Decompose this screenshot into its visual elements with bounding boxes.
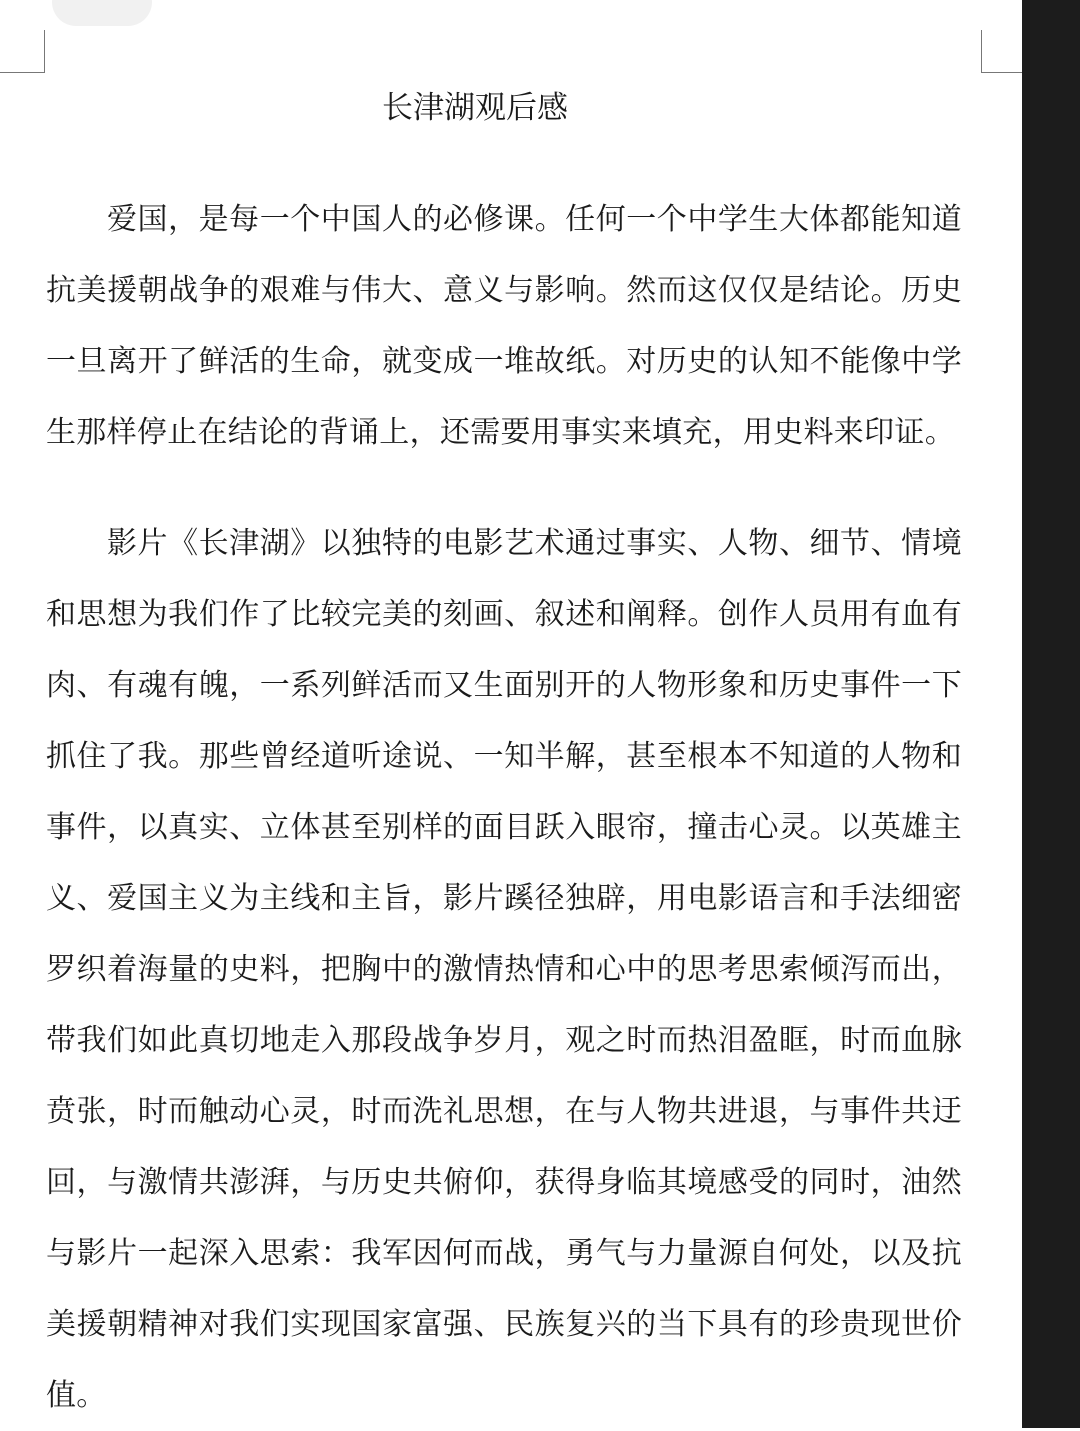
paragraph-2: 影片《长津湖》以独特的电影艺术通过事实、人物、细节、情境和思想为我们作了比较完美的刻画、叙述和阐释。创作人员用有血有肉、有魂有魄，一系列鲜活而又生面别开的人物形象和历史事件一下抓住了我。那些曾经道听途说、一知半解，甚至根本不知道的人物和事件，以真实、立体甚至别样的面目跃入眼帘，撞击心灵。以英雄主义、爱国主义为主线和主旨，影片蹊径独辟，用电影语言和手法细密罗织着海量的史料，把胸中的激情热情和心中的思考思索倾泻而出，带我们如此真切地走入那段战争岁月，观之时而热泪盈眶，时而血脉贲张，时而触动心灵，时而洗礼思想，在与人物共进退，与事件共迂回，与激情共澎湃，与历史共俯仰，获得身临其境感受的同时，油然与影片一起深入思索：我军因何而战，勇气与力量源自何处，以及抗美援朝精神对我们实现国家富强、民族复兴的当下具有的珍贵现世价值。 xyxy=(46,526,962,1413)
paragraph-1: 爱国，是每一个中国人的必修课。任何一个中学生大体都能知道抗美援朝战争的艰难与伟大、意义与影响。然而这仅仅是结论。历史一旦离开了鲜活的生命，就变成一堆故纸。对历史的认知不能像中学生那样停止在结论的背诵上，还需要用事实来填充，用史料来印证。 xyxy=(46,202,962,450)
page-corner-mark-left xyxy=(0,30,45,73)
top-overlay-pill xyxy=(52,0,152,26)
screen-edge-strip xyxy=(1022,0,1080,1428)
document-title: 长津湖观后感 xyxy=(382,90,568,126)
page-corner-mark-right xyxy=(981,30,1023,73)
